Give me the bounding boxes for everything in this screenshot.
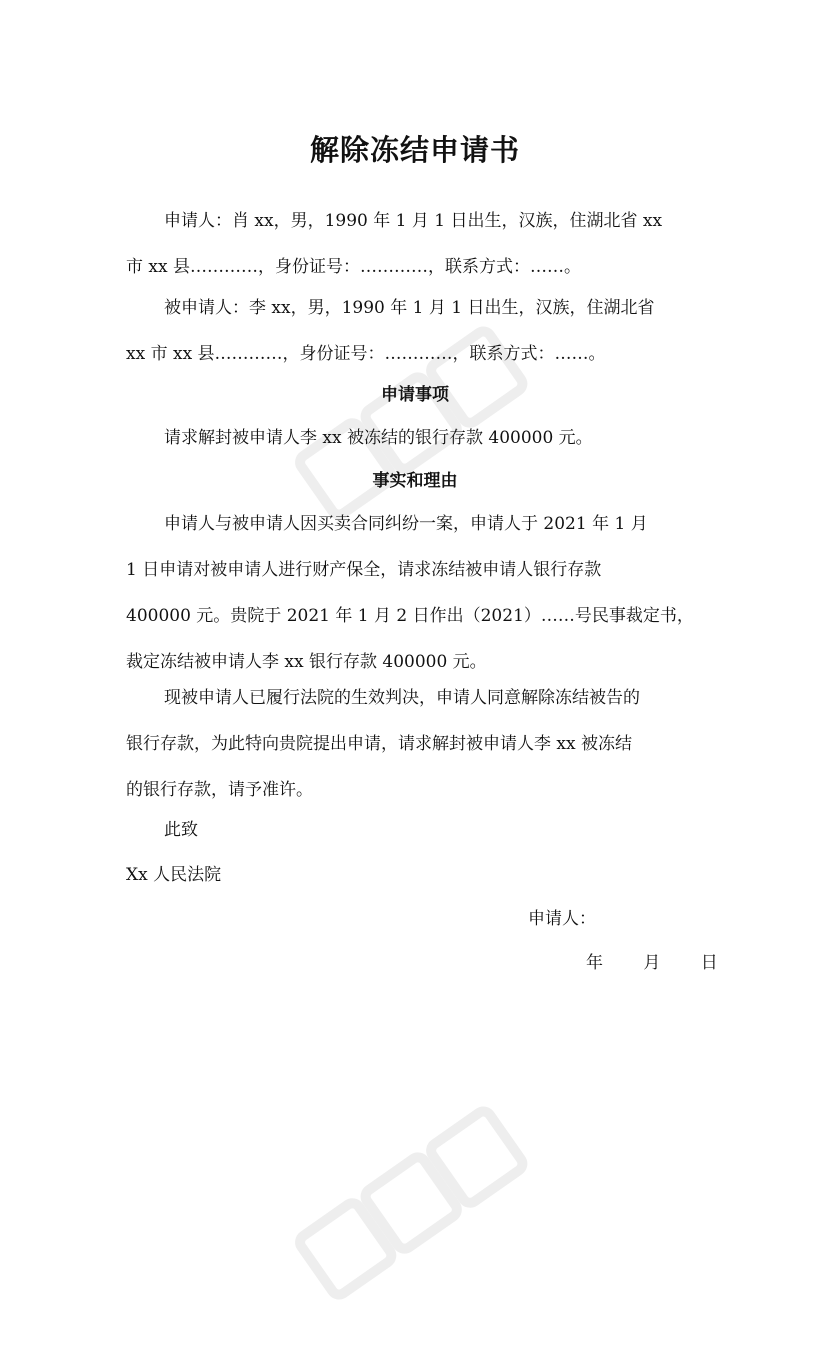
paragraph-line: 市 xx 县…………，身份证号：…………，联系方式：……。: [126, 257, 581, 277]
paragraph-line: xx 市 xx 县…………，身份证号：…………，联系方式：……。: [126, 344, 606, 364]
respondent-paragraph: [126, 285, 706, 377]
paragraph-line: 银行存款，为此特向贵院提出申请，请求解封被申请人李 xx 被冻结: [126, 734, 632, 754]
paragraph-line: 400000 元。贵院于 2021 年 1 月 2 日作出（2021）……号民事裁定书，: [126, 606, 694, 626]
signature-label: 申请人：: [528, 909, 596, 929]
document-title: 解除冻结申请书: [309, 133, 520, 167]
paragraph-line: 被申请人：李 xx，男，1990 年 1 月 1 日出生，汉族，住湖北省: [164, 298, 655, 318]
facts-paragraph: [126, 501, 706, 685]
request-paragraph: [126, 415, 706, 461]
paragraph-line: 申请人与被申请人因买卖合同纠纷一案，申请人于 2021 年 1 月: [164, 514, 648, 534]
addressee-text: Xx 人民法院: [126, 865, 222, 885]
paragraph-line: 现被申请人已履行法院的生效判决，申请人同意解除冻结被告的: [164, 688, 640, 708]
reason-paragraph: [126, 675, 706, 813]
applicant-paragraph: [126, 198, 706, 290]
closing-text: 此致: [164, 820, 198, 840]
paragraph-line: 的银行存款，请予准许。: [126, 780, 313, 800]
section-heading-facts: 事实和理由: [372, 471, 458, 491]
watermark-graphic: [260, 1060, 560, 1360]
paragraph-line: 申请人：肖 xx，男，1990 年 1 月 1 日出生，汉族，住湖北省 xx: [164, 211, 663, 231]
section-heading-request: 申请事项: [381, 385, 449, 405]
paragraph-line: 请求解封被申请人李 xx 被冻结的银行存款 400000 元。: [164, 428, 593, 448]
paragraph-line: 1 日申请对被申请人进行财产保全，请求冻结被申请人银行存款: [126, 560, 602, 580]
paragraph-line: 裁定冻结被申请人李 xx 银行存款 400000 元。: [126, 652, 487, 672]
date-line: 年 月 日: [586, 953, 724, 973]
